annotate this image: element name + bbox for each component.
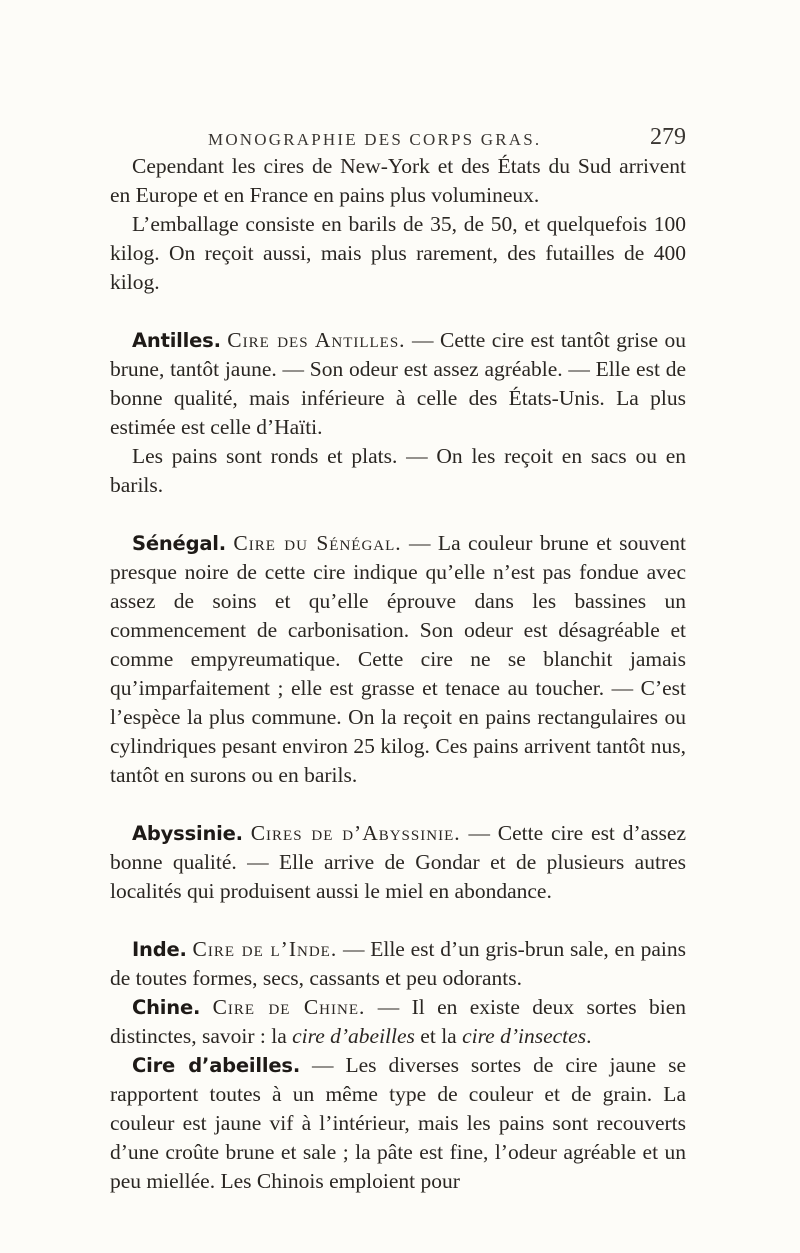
section-heading: Chine. <box>132 996 201 1019</box>
section-heading: Inde. <box>132 938 187 961</box>
section-gap <box>110 906 686 935</box>
section-text: — Il en existe deux sortes bien distinctes, savoir : la <box>110 995 686 1048</box>
running-head <box>110 124 686 154</box>
body-text <box>110 152 686 1196</box>
section-heading: Antilles. <box>132 329 221 352</box>
section-senegal <box>110 529 686 790</box>
paragraph-antilles-pains: Les pains sont ronds et plats. — On les reçoit en sacs ou en barils. <box>110 444 686 497</box>
paragraph-packaging: L’emballage consiste en barils de 35, de 50, et quelquefois 100 kilog. On reçoit aussi, mais plus rarement, des futailles de 400 kilog. <box>110 212 686 294</box>
section-gap <box>110 297 686 326</box>
section-antilles <box>110 326 686 442</box>
section-text: — Cette cire est d’assez bonne qualité. — Elle arrive de Gondar et de plusieurs autres localités qui produisent aussi le miel en abondance. <box>110 821 687 903</box>
section-heading: Cire d’abeilles. <box>132 1054 301 1077</box>
section-gap <box>110 500 686 529</box>
section-subtitle: Cires de d’Abyssinie. <box>250 821 461 845</box>
section-inde <box>110 935 686 993</box>
section-text: — La couleur brune et souvent presque noire de cette cire indique qu’elle n’est pas fondue avec assez de soins et qu’elle éprouve dans les bassines un commencement de carbonisation. Son odeur est désagréable et comme empyreumatique. Cette cire ne se blanchit jamais qu’imparfaitement ; elle est grasse et tenace au toucher. — C’est l’espèce la plus commune. On la reçoit en pains rectangulaires ou cylindriques pesant environ 25 kilog. Ces pains arrivent tantôt nus, tantôt en surons ou en barils. <box>110 531 686 787</box>
section-text: — Cette cire est tantôt grise ou brune, tantôt jaune. — Son odeur est assez agréable. — Elle est de bonne qualité, mais inférieure à celle des États-Unis. La plus estimée est celle d’Haïti. <box>110 328 686 439</box>
section-text: . <box>586 1024 592 1048</box>
section-subtitle: Cire de l’Inde. <box>192 937 338 961</box>
section-heading: Sénégal. <box>132 532 226 555</box>
section-text: et la <box>414 1024 463 1048</box>
paragraph-new-york: Cependant les cires de New-York et des États du Sud arrivent en Europe et en France en pains plus volumineux. <box>110 154 686 207</box>
section-subtitle: Cire du Sénégal. <box>233 531 402 555</box>
section-subtitle: Cire de Chine. <box>212 995 366 1019</box>
section-cire-abeilles <box>110 1051 686 1196</box>
page-number: 279 <box>650 124 686 150</box>
italic-term: cire d’abeilles <box>292 1024 415 1048</box>
section-text: — Elle est d’un gris-brun sale, en pains de toutes formes, secs, cassants et peu odorants. <box>110 937 686 990</box>
section-gap <box>110 790 686 819</box>
section-heading: Abyssinie. <box>132 822 243 845</box>
section-chine <box>110 993 686 1051</box>
running-title: MONOGRAPHIE DES CORPS GRAS. <box>208 130 542 149</box>
section-abyssinie <box>110 819 686 906</box>
italic-term: cire d’insectes <box>462 1024 587 1048</box>
section-subtitle: Cire des Antilles. <box>227 328 406 352</box>
section-text: — Les diverses sortes de cire jaune se rapportent toutes à un même type de couleur et de grain. La couleur est jaune vif à l’intérieur, mais les pains sont recouverts d’une croûte brune et sale ; la pâte est fine, l’odeur agréable et un peu miellée. Les Chinois emploient pour <box>110 1053 686 1193</box>
